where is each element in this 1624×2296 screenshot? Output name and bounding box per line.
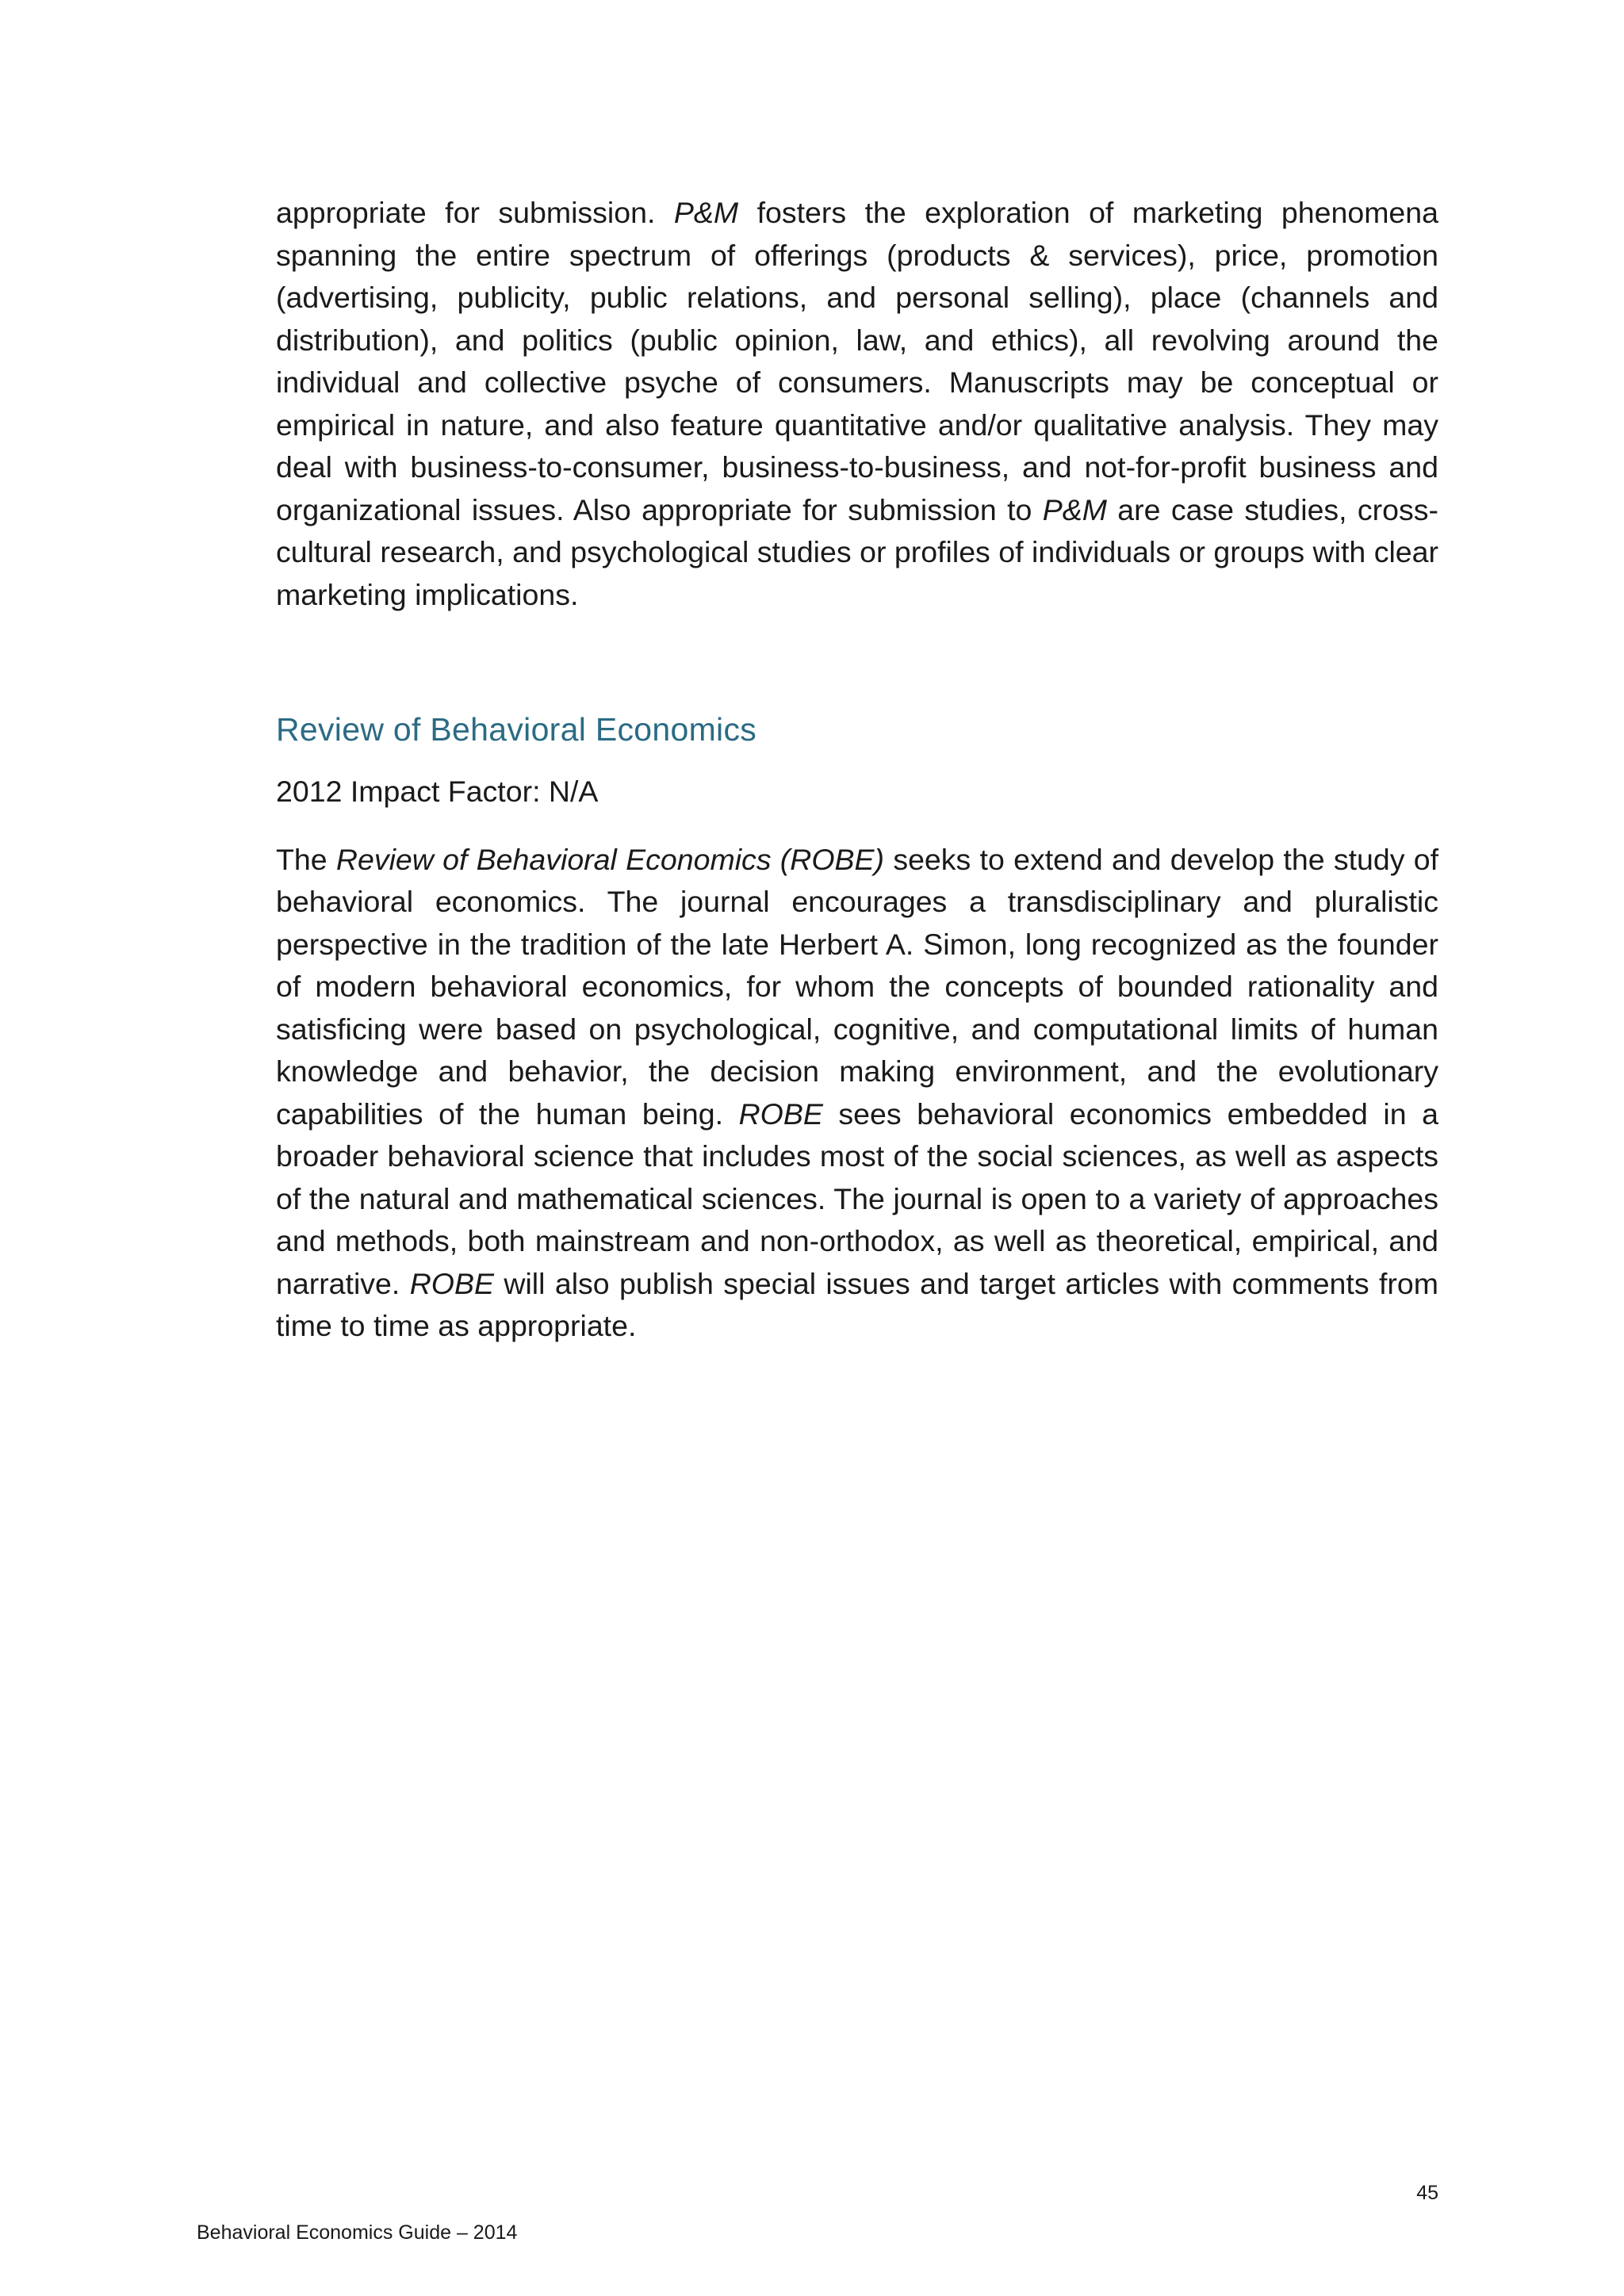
section-text-2: seeks to extend and develop the study of behavioral economics. The journal encourages a transdisciplinary and pluralistic perspective in the tradition of the late Herbert A. Simon, long recognized as the founder of modern behavioral economics, for whom the concepts of bounded rationality and satisficing were based on psychological, cognitive, and computational limits of human knowledge and behavior, the decision making environment, and the evolutionary capabilities of the human being. [276, 842, 1438, 1131]
footer-text: Behavioral Economics Guide – 2014 [197, 2221, 518, 2244]
journal-abbrev-pm: P&M [673, 196, 739, 229]
intro-paragraph [276, 192, 1438, 616]
intro-text-1: appropriate for submission. [276, 196, 674, 229]
section-paragraph [276, 839, 1438, 1348]
page-content [276, 192, 1438, 1348]
intro-text-2: fosters the exploration of marketing phenomena spanning the entire spectrum of offerings (products & services), price, promotion (advertising, publicity, public relations, and personal selling), place (channels and distribution), and politics (public opinion, law, and ethics), all revolving around the individual and collective psyche of consumers. Manuscripts may be conceptual or empirical in nature, and also feature quantitative and/or qualitative analysis. They may deal with business-to-consumer, business-to-business, and not-for-profit business and organizational issues. Also appropriate for submission to [276, 196, 1439, 526]
intro-text-3: are case studies, cross-cultural research, and psychological studies or profiles of individuals or groups with clear marketing implications. [276, 492, 1438, 611]
page-number: 45 [1416, 2182, 1438, 2204]
journal-abbrev-robe-2: ROBE [409, 1266, 494, 1300]
section-heading: Review of Behavioral Economics [276, 711, 757, 748]
impact-factor: 2012 Impact Factor: N/A [276, 775, 599, 808]
section-text-3: sees behavioral economics embedded in a broader behavioral science that includes most of the social sciences, as well as aspects of the natural and mathematical sciences. The journal is open to a variety of approaches and methods, both mainstream and non-orthodox, as well as theoretical, empirical, and narrative. [276, 1096, 1438, 1300]
journal-name-robe: Review of Behavioral Economics (ROBE) [335, 842, 885, 876]
section-text-4: will also publish special issues and target articles with comments from time to time as appropriate. [276, 1266, 1438, 1342]
section-text-1: The [276, 842, 336, 876]
journal-abbrev-robe: ROBE [738, 1096, 823, 1131]
journal-abbrev-pm-2: P&M [1042, 492, 1107, 526]
